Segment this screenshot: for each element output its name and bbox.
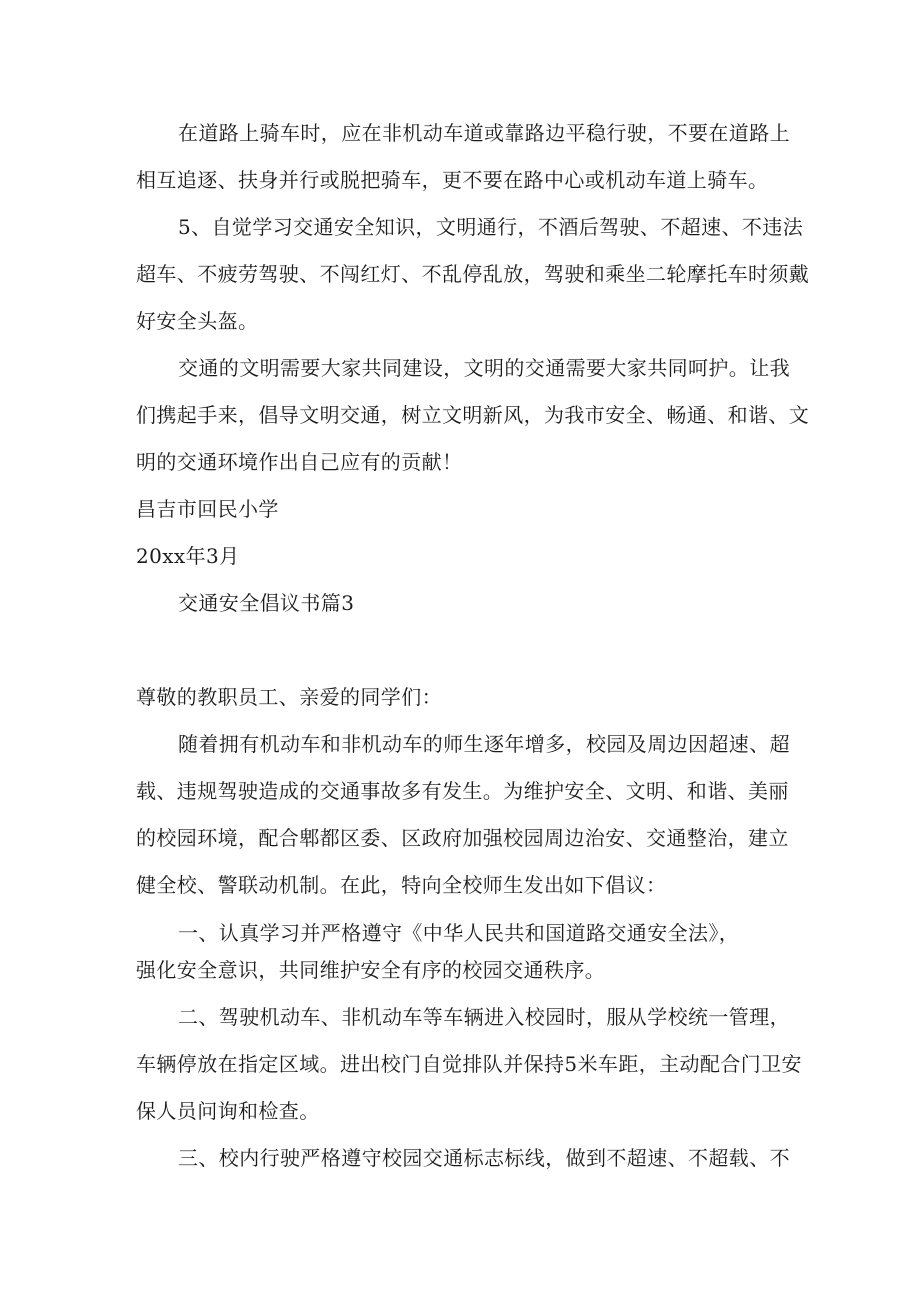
paragraph-line: 交通的文明需要大家共同建设，文明的交通需要大家共同呵护。让我 [178, 356, 790, 380]
signature-date: 20xx年3月 [136, 544, 240, 568]
paragraph-line: 明的交通环境作出自己应有的贡献！ [136, 450, 463, 474]
paragraph-line: 好安全头盔。 [136, 309, 259, 333]
paragraph-line: 强化安全意识，共同维护安全有序的校园交通秩序。 [136, 958, 606, 982]
salutation: 尊敬的教职员工、亲爱的同学们： [136, 685, 442, 709]
paragraph-line: 们携起手来，倡导文明交通，树立文明新风，为我市安全、畅通、和谐、文 [136, 403, 810, 427]
paragraph-line: 载、违规驾驶造成的交通事故多有发生。为维护安全、文明、和谐、美丽 [136, 779, 789, 803]
paragraph-line: 相互追逐、扶身并行或脱把骑车，更不要在路中心或机动车道上骑车。 [136, 168, 769, 192]
paragraph-line: 健全校、警联动机制。在此，特向全校师生发出如下倡议： [136, 873, 667, 897]
paragraph-line: 三、校内行驶严格遵守校园交通标志标线，做到不超速、不超载、不 [178, 1146, 790, 1170]
paragraph-line: 在道路上骑车时，应在非机动车道或靠路边平稳行驶，不要在道路上 [178, 121, 790, 145]
paragraph-line: 超车、不疲劳驾驶、不闯红灯、不乱停乱放，驾驶和乘坐二轮摩托车时须戴 [136, 262, 810, 286]
paragraph-line: 保人员问询和检查。 [136, 1099, 320, 1123]
paragraph-line: 一、认真学习并严格遵守《中华人民共和国道路交通安全法》， [178, 921, 740, 945]
paragraph-line: 二、驾驶机动车、非机动车等车辆进入校园时，服从学校统一管理， [178, 1005, 790, 1029]
paragraph-line: 的校园环境，配合郫都区委、区政府加强校园周边治安、交通整治，建立 [136, 826, 789, 850]
section-title: 交通安全倡议书篇3 [178, 591, 355, 615]
signature-organization: 昌吉市回民小学 [136, 497, 279, 521]
paragraph-line: 车辆停放在指定区域。进出校门自觉排队并保持5米车距，主动配合门卫安 [136, 1052, 802, 1076]
paragraph-line: 随着拥有机动车和非机动车的师生逐年增多，校园及周边因超速、超 [178, 732, 790, 756]
paragraph-line: 5、自觉学习交通安全知识，文明通行，不酒后驾驶、不超速、不违法 [178, 215, 804, 239]
